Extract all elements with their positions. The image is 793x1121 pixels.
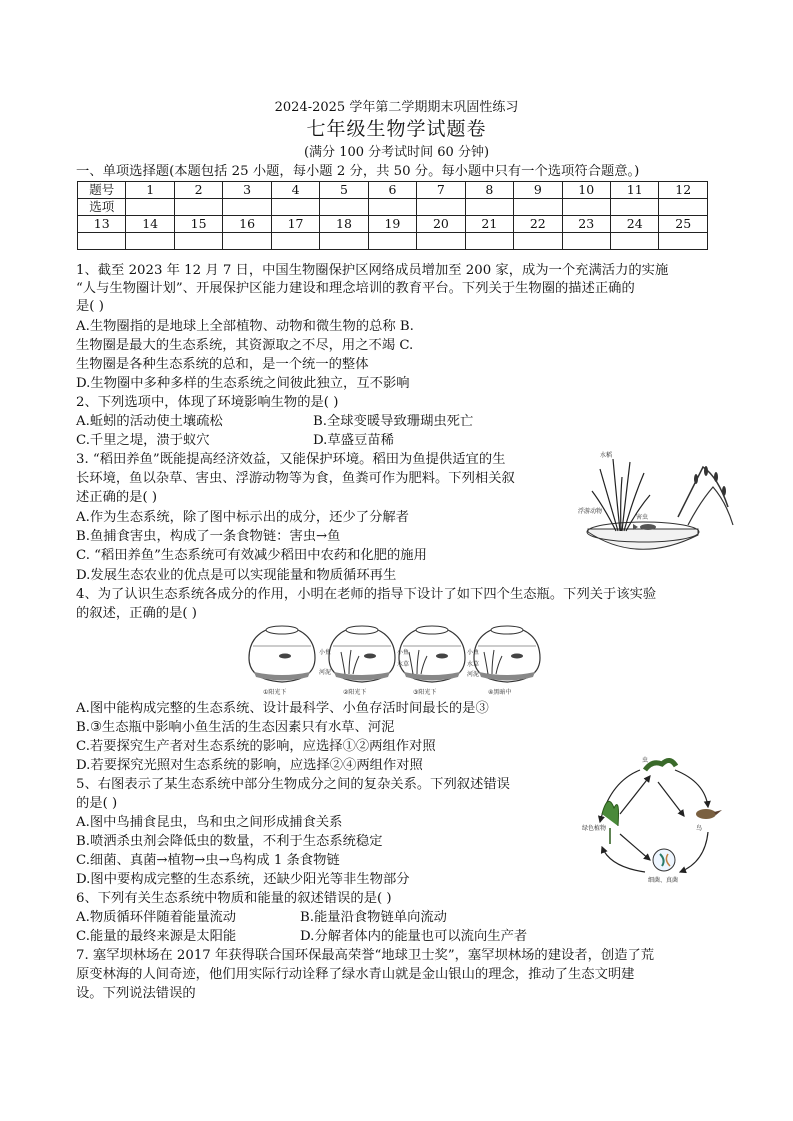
q6-option-d: D.分解者体内的能量也可以流向生产者 — [300, 929, 528, 944]
table-cell: 3 — [223, 182, 271, 199]
q6-stem: 6、下列有关生态系统中物质和能量的叙述错误的是( ) — [76, 891, 392, 906]
fig-label-pest: 害虫 — [636, 514, 649, 521]
table-cell: 17 — [271, 216, 319, 233]
jar-label-fish: 小鱼 — [397, 649, 410, 656]
food-web-figure — [580, 752, 730, 887]
table-cell: 2 — [174, 182, 222, 199]
rice-fish-illustration — [578, 447, 738, 567]
q1-option-d: D.生物圈中多种多样的生态系统之间彼此独立，互不影响 — [76, 376, 410, 391]
q4-option-c: C.若要探究生产者对生态系统的影响，应选择①②两组作对照 — [76, 739, 436, 754]
q7-stem: 原变林海的人间奇迹，他们用实际行动诠释了绿水青山就是金山银山的理念，推动了生态文明建 — [76, 967, 635, 982]
q3-stem: 长环境，鱼以杂草、害虫、浮游动物等为食，鱼粪可作为肥料。下列相关叙 — [76, 471, 515, 486]
table-cell: 12 — [659, 182, 708, 199]
table-cell: 1 — [126, 182, 174, 199]
food-web-illustration — [580, 752, 730, 887]
q7-stem: 7. 塞罕坝林场在 2017 年获得联合国环保最高荣誉“地球卫士奖”，塞罕坝林场的建设者，创造了荒 — [76, 948, 655, 963]
table-cell: 18 — [320, 216, 368, 233]
table-cell: 15 — [174, 216, 222, 233]
section-heading: 一、单项选择题(本题包括 25 小题，每小题 2 分，共 50 分。每小题中只有一个选项符合题意。) — [76, 164, 640, 179]
q5-stem: 的是( ) — [76, 796, 118, 811]
jar-caption-2: ②阳光下 — [343, 689, 367, 696]
jar-caption-3: ③阳光下 — [413, 689, 437, 696]
answer-cell[interactable] — [320, 199, 368, 216]
q3-option-c: C. “稻田养鱼”生态系统可有效减少稻田中农药和化肥的施用 — [76, 548, 427, 563]
table-row — [78, 216, 708, 233]
answer-cell[interactable] — [271, 233, 319, 250]
answer-cell[interactable] — [223, 199, 271, 216]
table-cell: 25 — [659, 216, 708, 233]
answer-cell[interactable] — [562, 233, 610, 250]
answer-cell[interactable] — [223, 233, 271, 250]
jar-label-mud: 河泥 — [467, 671, 480, 678]
q3-option-d: D.发展生态农业的优点是可以实现能量和物质循环再生 — [76, 568, 397, 583]
jar-caption-1: ①阳光下 — [263, 689, 287, 696]
q1-stem: “人与生物圈计划”、开展保护区能力建设和理念培训的教育平台。下列关于生物圈的描述正确的 — [76, 281, 635, 296]
jar-label-fish: 小鱼 — [467, 649, 480, 656]
answer-cell[interactable] — [78, 233, 126, 250]
table-cell: 7 — [417, 182, 465, 199]
answer-cell[interactable] — [368, 199, 416, 216]
table-cell: 22 — [514, 216, 562, 233]
jar-3 — [399, 626, 479, 696]
answer-cell[interactable] — [417, 199, 465, 216]
answer-cell[interactable] — [514, 233, 562, 250]
table-cell: 题号 — [78, 182, 126, 199]
jar-label-grass: 水草 — [467, 661, 480, 668]
exam-title: 七年级生物学试题卷 — [306, 118, 487, 140]
table-cell: 6 — [368, 182, 416, 199]
fig-label-bird: 鸟 — [696, 825, 703, 832]
table-cell: 4 — [271, 182, 319, 199]
table-cell: 23 — [562, 216, 610, 233]
answer-cell[interactable] — [610, 199, 658, 216]
q2-option-a: A.蚯蚓的活动使土壤疏松 — [76, 414, 223, 429]
q1-option-a: A.生物圈指的是地球上全部植物、动物和微生物的总称 B. — [76, 319, 414, 334]
q5-option-c: C.细菌、真菌→植物→虫→鸟构成 1 条食物链 — [76, 853, 340, 868]
q1-option-c: 生物圈是各种生态系统的总和，是一个统一的整体 — [76, 357, 369, 372]
table-cell: 11 — [610, 182, 658, 199]
fig-label-plant: 绿色植物 — [582, 825, 607, 832]
q3-option-a: A.作为生态系统，除了图中标示出的成分，还少了分解者 — [76, 510, 409, 525]
jar-caption-4: ④黑暗中 — [488, 689, 512, 696]
jar-2 — [329, 626, 409, 696]
table-row — [78, 182, 708, 199]
answer-table — [77, 181, 708, 250]
answer-cell[interactable] — [174, 233, 222, 250]
q6-option-b: B.能量沿食物链单向流动 — [300, 910, 447, 925]
q1-option-b: 生物圈是最大的生态系统，其资源取之不尽，用之不竭 C. — [76, 338, 414, 353]
fig-label-microbe: 细菌、真菌 — [648, 877, 679, 884]
answer-cell[interactable] — [417, 233, 465, 250]
answer-cell[interactable] — [562, 199, 610, 216]
table-row — [78, 233, 708, 250]
q1-stem: 1、截至 2023 年 12 月 7 日，中国生物圈保护区网络成员增加至 200 家，成为一个充满活力的实施 — [76, 263, 669, 278]
table-cell: 8 — [465, 182, 513, 199]
table-row — [78, 199, 708, 216]
answer-cell[interactable] — [320, 233, 368, 250]
answer-cell[interactable] — [271, 199, 319, 216]
q2-option-b: B.全球变暖导致珊瑚虫死亡 — [313, 414, 474, 429]
jar-label-mud: 河泥 — [319, 669, 332, 676]
q5-option-d: D.图中要构成完整的生态系统，还缺少阳光等非生物部分 — [76, 872, 410, 887]
exam-subtitle: 2024-2025 学年第二学期期末巩固性练习 — [274, 100, 519, 115]
q4-option-b: B.③生态瓶中影响小鱼生活的生态因素只有水草、河泥 — [76, 720, 395, 735]
q1-stem: 是( ) — [76, 299, 104, 314]
table-cell: 19 — [368, 216, 416, 233]
eco-jars-illustration — [245, 622, 555, 697]
answer-cell[interactable] — [126, 233, 174, 250]
q4-stem: 的叙述，正确的是( ) — [76, 606, 197, 621]
q2-option-d: D.草盛豆苗稀 — [313, 433, 394, 448]
q6-option-a: A.物质循环伴随着能量流动 — [76, 910, 237, 925]
table-cell: 13 — [78, 216, 126, 233]
table-cell: 10 — [562, 182, 610, 199]
table-cell: 21 — [465, 216, 513, 233]
eco-jars-figure — [245, 622, 555, 697]
table-cell: 选项 — [78, 199, 126, 216]
table-cell: 5 — [320, 182, 368, 199]
rice-fish-figure — [578, 447, 738, 567]
jar-label-fish: 小鱼 — [319, 649, 332, 656]
answer-cell[interactable] — [465, 199, 513, 216]
table-cell: 16 — [223, 216, 271, 233]
answer-cell[interactable] — [174, 199, 222, 216]
q3-stem: 3. “稻田养鱼”既能提高经济效益，又能保护环境。稻田为鱼提供适宜的生 — [76, 452, 506, 467]
table-cell: 24 — [610, 216, 658, 233]
answer-cell[interactable] — [368, 233, 416, 250]
q2-option-c: C.千里之堤，溃于蚁穴 — [76, 433, 210, 448]
answer-cell[interactable] — [659, 199, 708, 216]
q3-option-b: B.鱼捕食害虫，构成了一条食物链：害虫→鱼 — [76, 529, 341, 544]
fig-label-insect: 虫 — [642, 757, 649, 764]
jar-label-grass: 水草 — [397, 661, 410, 668]
jar-1 — [249, 626, 331, 696]
q5-option-a: A.图中鸟捕食昆虫，鸟和虫之间形成捕食关系 — [76, 815, 343, 830]
q4-option-a: A.图中能构成完整的生态系统、设计最科学、小鱼存活时间最长的是③ — [76, 701, 489, 716]
q7-stem: 设。下列说法错误的 — [76, 986, 196, 1001]
q4-option-d: D.若要探究光照对生态系统的影响，应选择②④两组作对照 — [76, 758, 423, 773]
jar-4 — [474, 626, 540, 696]
table-cell: 20 — [417, 216, 465, 233]
table-cell: 9 — [514, 182, 562, 199]
table-cell: 14 — [126, 216, 174, 233]
answer-cell[interactable] — [126, 199, 174, 216]
q4-stem: 4、为了认识生态系统各成分的作用，小明在老师的指导下设计了如下四个生态瓶。下列关于该实验 — [76, 587, 657, 602]
q6-option-c: C.能量的最终来源是太阳能 — [76, 929, 237, 944]
exam-meta: (满分 100 分考试时间 60 分钟) — [303, 145, 490, 160]
q5-stem: 5、右图表示了某生态系统中部分生物成分之间的复杂关系。下列叙述错误 — [76, 777, 510, 792]
answer-cell[interactable] — [465, 233, 513, 250]
q2-stem: 2、下列选项中，体现了环境影响生物的是( ) — [76, 395, 339, 410]
q3-stem: 述正确的是( ) — [76, 490, 158, 505]
q5-option-b: B.喷洒杀虫剂会降低虫的数量，不利于生态系统稳定 — [76, 834, 383, 849]
answer-cell[interactable] — [610, 233, 658, 250]
fig-label-rice: 水稻 — [600, 452, 613, 459]
answer-cell[interactable] — [659, 233, 708, 250]
fig-label-plankton: 浮游动物 — [578, 508, 603, 515]
answer-cell[interactable] — [514, 199, 562, 216]
